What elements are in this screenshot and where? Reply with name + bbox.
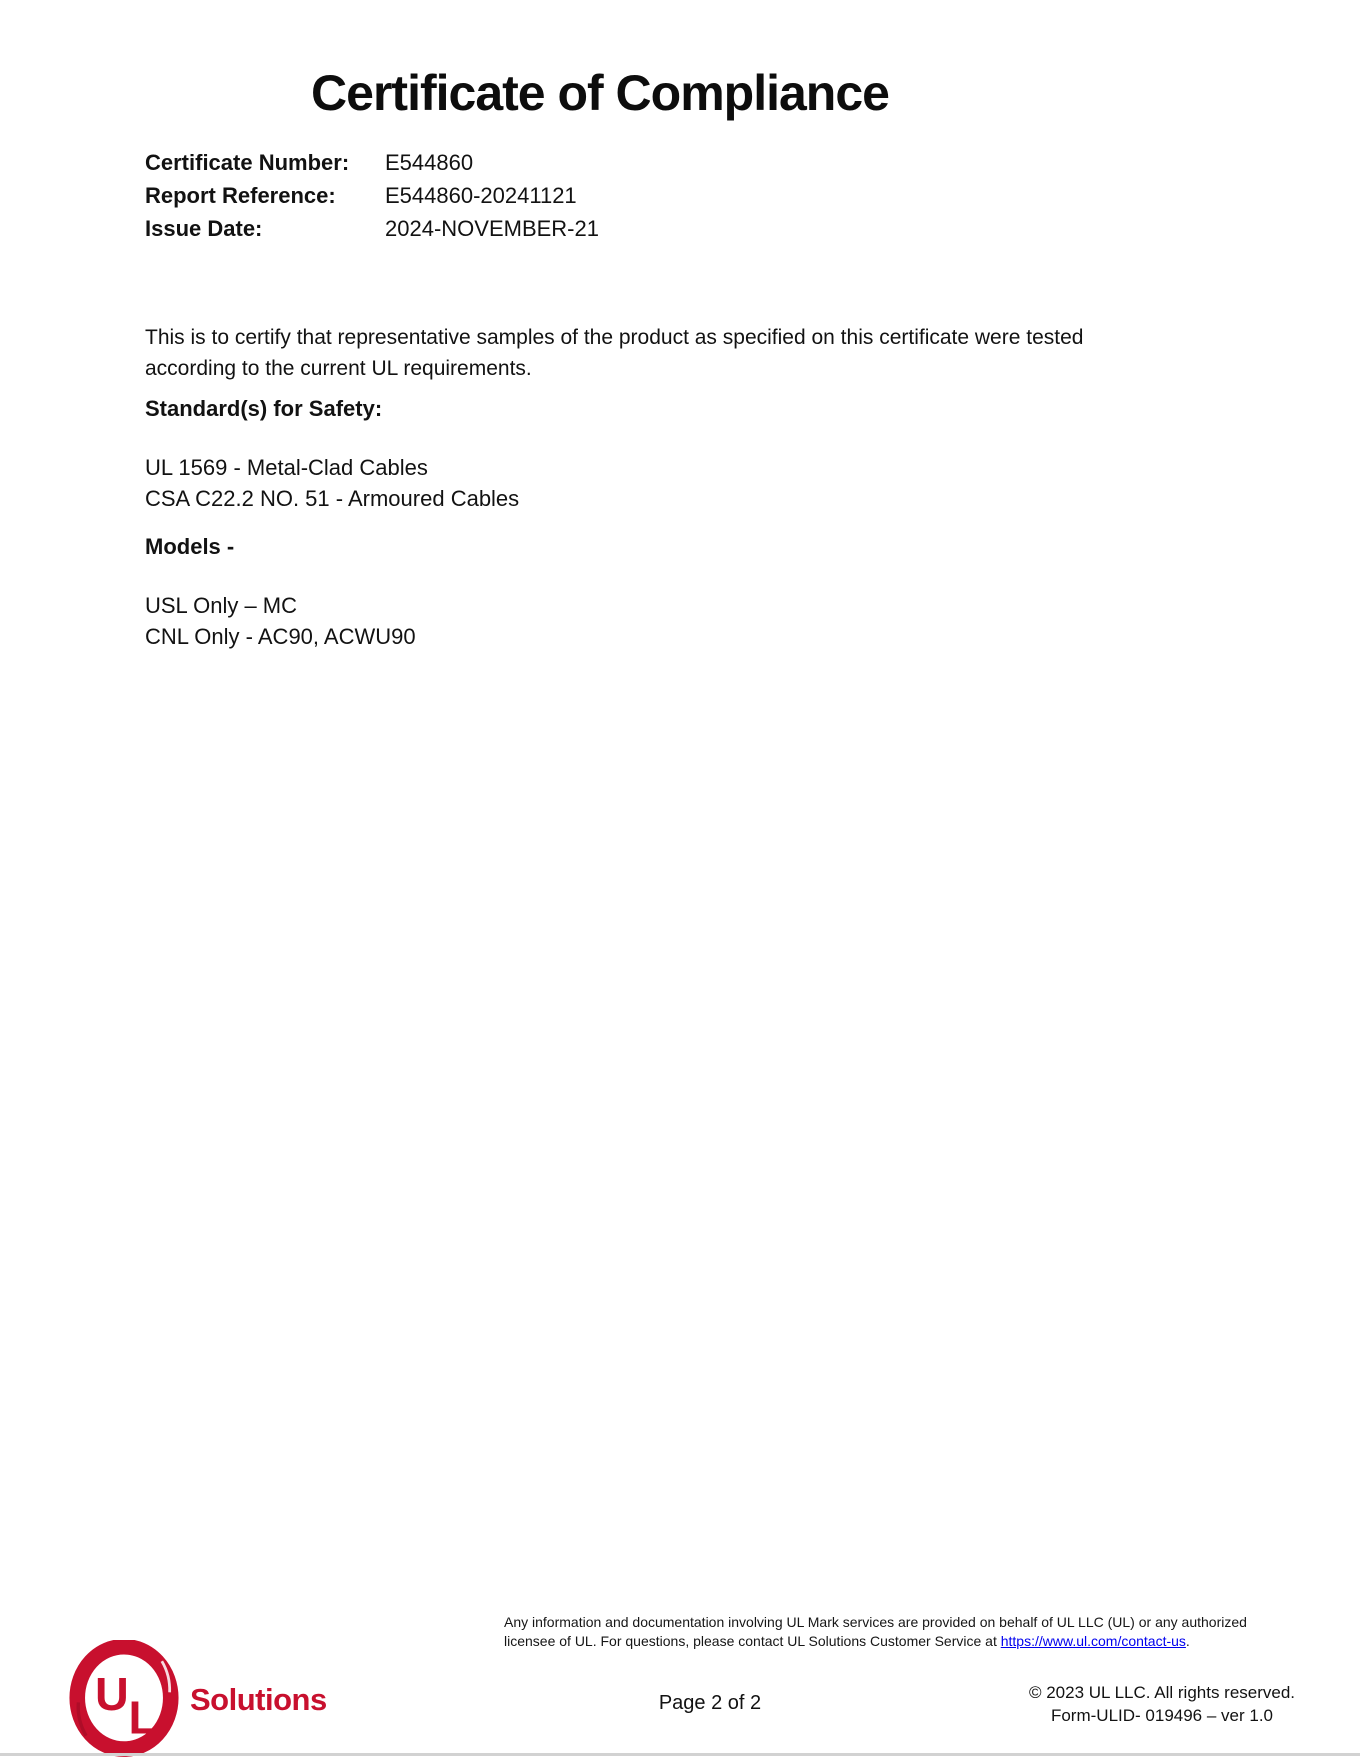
model-item: CNL Only - AC90, ACWU90 [145,624,416,649]
copyright-block [1022,1681,1302,1727]
standard-item: CSA C22.2 NO. 51 - Armoured Cables [145,486,520,511]
bottom-edge-divider [0,1753,1360,1756]
footer-disclaimer-line2-suffix: . [1185,1633,1190,1649]
certification-statement-line1: This is to certify that representative samples of the product as specified on this certificate were tested [145,326,1084,349]
form-id-text: Form-ULID- 019496 – ver 1.0 [1050,1706,1274,1725]
ul-circle-logo-icon [68,1640,180,1758]
solutions-wordmark: Solutions [190,1682,327,1717]
footer-disclaimer-line2-prefix: licensee of UL. For questions, please contact UL Solutions Customer Service at [504,1633,1001,1649]
field-label-certificate-number: Certificate Number: [145,150,350,175]
field-value-report-reference: E544860-20241121 [385,183,577,208]
ul-monogram-l: L [128,1691,158,1744]
standards-list [145,452,519,514]
certification-statement [145,322,1205,384]
certification-statement-line2: according to the current UL requirements. [145,357,532,380]
page-title: Certificate of Compliance [311,65,889,121]
footer-disclaimer-line2 [504,1632,1264,1651]
standard-item: UL 1569 - Metal-Clad Cables [145,455,428,480]
model-item: USL Only – MC [145,593,298,618]
footer-disclaimer [504,1613,1264,1651]
footer-disclaimer-line1: Any information and documentation involving UL Mark services are provided on behalf of UL LLC (UL) or any authorized [504,1614,1247,1630]
page-indicator: Page 2 of 2 [658,1692,762,1714]
field-label-report-reference: Report Reference: [145,183,336,208]
certificate-header-fields [145,146,599,245]
contact-us-link[interactable]: https://www.ul.com/contact-us [1000,1633,1186,1649]
models-list [145,590,416,652]
ul-monogram-u: U [95,1668,129,1721]
field-value-issue-date: 2024-NOVEMBER-21 [385,216,599,241]
field-value-certificate-number: E544860 [385,150,474,175]
field-label-issue-date: Issue Date: [145,216,263,241]
standards-heading: Standard(s) for Safety: [145,396,383,421]
models-heading: Models - [145,534,235,559]
copyright-text: © 2023 UL LLC. All rights reserved. [1028,1683,1296,1702]
